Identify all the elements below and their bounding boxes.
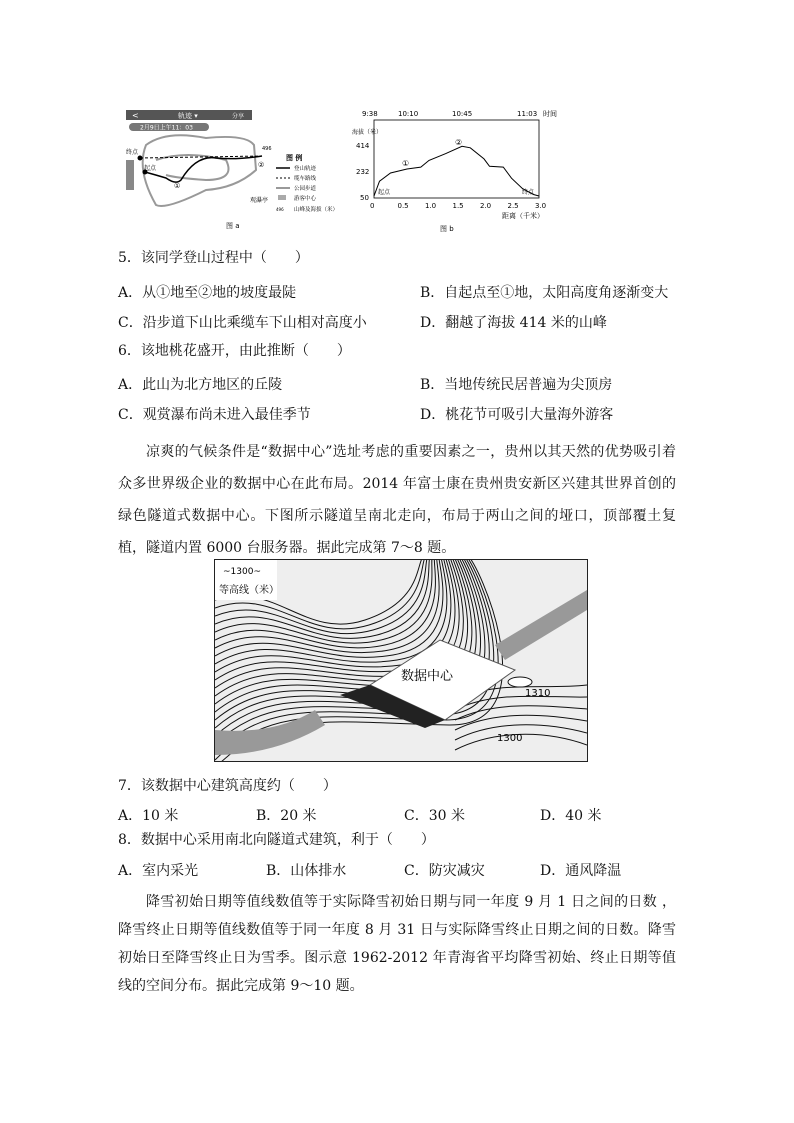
q8-option-c[interactable]: C．防灾减灾 — [404, 863, 485, 879]
x-tick: 2.0 — [480, 202, 492, 210]
contour-line — [455, 715, 587, 730]
question-8-stem: 8．数据中心采用南北向隧道式建筑，利于（ ） — [118, 832, 435, 848]
time-tick: 11:03 — [517, 110, 538, 118]
x-axis-label: 距离（千米） — [502, 212, 544, 220]
time-label: 时间 — [543, 110, 557, 118]
peak-value: 496 — [262, 146, 272, 152]
end-label: 终点 — [126, 149, 139, 156]
q5-option-a[interactable]: A．从①地至②地的坡度最陡 — [118, 285, 297, 301]
legend-item: 山峰及海拔（米） — [294, 207, 339, 213]
x-tick: 1.5 — [452, 202, 464, 210]
legend-item: 缆车路线 — [294, 176, 317, 182]
figure-a-caption: 图 a — [226, 222, 240, 230]
time-tick: 9:38 — [362, 110, 378, 118]
q8-option-a[interactable]: A．室内采光 — [118, 863, 199, 879]
date-text: 2月9日上午11：03 — [140, 124, 193, 132]
pavilion-label: 观瀑亭 — [250, 197, 269, 204]
figure-a — [126, 110, 356, 230]
y-axis-label: 海拔（米） — [352, 129, 383, 136]
visitor-center — [126, 160, 134, 190]
q7-option-d[interactable]: D．40 米 — [540, 808, 602, 824]
q7-option-b[interactable]: B．20 米 — [256, 808, 317, 824]
header-title: 轨迹 ▾ — [178, 112, 198, 120]
legend-peak-sample: 496 — [276, 207, 284, 212]
back-icon[interactable]: < — [132, 111, 139, 120]
end-label: 终点 — [522, 189, 535, 196]
contour-label-1310: 1310 — [525, 688, 551, 699]
point-1-label: ① — [174, 182, 181, 190]
time-tick: 10:45 — [452, 110, 473, 118]
figure-b — [352, 108, 592, 233]
y-tick: 414 — [356, 142, 370, 150]
q6-option-c[interactable]: C．观赏瀑布尚未进入最佳季节 — [118, 407, 311, 423]
point-1-label: ① — [402, 159, 410, 168]
elevation-line — [374, 146, 539, 196]
x-tick: 2.5 — [507, 202, 519, 210]
question-7-stem: 7．该数据中心建筑高度约（ ） — [118, 778, 337, 794]
data-center-label: 数据中心 — [401, 669, 454, 684]
park-path — [143, 135, 256, 206]
share-button[interactable]: 分享 — [232, 113, 245, 120]
point-2-label: ② — [455, 138, 463, 147]
q7-option-a[interactable]: A．10 米 — [118, 808, 179, 824]
point-2-label: ② — [258, 161, 265, 169]
question-5-stem: 5．该同学登山过程中（ ） — [118, 250, 309, 266]
x-tick: 0 — [370, 202, 375, 210]
start-label: 起点 — [378, 189, 391, 196]
legend-item: 登山轨迹 — [294, 166, 317, 172]
passage-data-center: 凉爽的气候条件是“数据中心”选址考虑的重要因素之一，贵州以其天然的优势吸引着众多世界级企业的数据中心在此布局。2014 年富士康在贵州贵安新区兴建其世界首创的绿色隧道式数据中心。下图所示隧道呈南北走向，布局于两山之间的垭口，顶部覆土复植，隧道内置 6000 台服务器。据此完成第 7～8 题。 — [118, 444, 676, 556]
q6-option-a[interactable]: A．此山为北方地区的丘陵 — [118, 377, 283, 393]
question-6-stem: 6．该地桃花盛开，由此推断（ ） — [118, 343, 351, 359]
time-tick: 10:10 — [398, 110, 419, 118]
legend-contour-sample: ~1300~ — [223, 567, 261, 577]
passage-snowfall: 降雪初始日期等值线数值等于实际降雪初始日期与同一年度 9 月 1 日之间的日数 ，降雪终止日期等值线数值等于同一年度 8 月 31 日与实际降雪终止日期之间的日数。降雪初始日至降雪终止日为雪季。图示意 1962-2012 年青海省平均降雪初始、终止日期等值线的空间分布。据此完成第 9～10 题。 — [118, 894, 676, 994]
elevation-profile-chart — [352, 108, 592, 233]
trail-map — [126, 110, 356, 230]
legend-title: 图 例 — [286, 154, 303, 162]
y-tick: 232 — [356, 168, 370, 176]
figure-b-caption: 图 b — [440, 225, 454, 233]
legend-contour-label: 等高线（米） — [219, 585, 279, 596]
q5-option-c[interactable]: C．沿步道下山比乘缆车下山相对高度小 — [118, 315, 367, 331]
q6-option-d[interactable]: D．桃花节可吸引大量海外游客 — [420, 407, 614, 423]
start-label: 起点 — [144, 165, 157, 172]
contour-label-1300: 1300 — [497, 733, 523, 744]
q5-option-d[interactable]: D．翻越了海拔 414 米的山峰 — [420, 315, 607, 331]
road — [495, 590, 587, 660]
x-tick: 3.0 — [535, 202, 547, 210]
q8-option-d[interactable]: D．通风降温 — [540, 863, 622, 879]
legend-item: 公园步道 — [294, 186, 317, 192]
q5-option-b[interactable]: B．自起点至①地，太阳高度角逐渐变大 — [420, 285, 669, 301]
x-tick: 0.5 — [397, 202, 409, 210]
q6-option-b[interactable]: B．当地传统民居普遍为尖顶房 — [420, 377, 613, 393]
contour-map — [214, 559, 588, 762]
x-tick: 1.0 — [425, 202, 437, 210]
legend-item: 游客中心 — [294, 196, 317, 202]
q7-option-c[interactable]: C．30 米 — [404, 808, 465, 824]
y-tick: 50 — [360, 194, 369, 202]
q8-option-b[interactable]: B．山体排水 — [266, 863, 347, 879]
